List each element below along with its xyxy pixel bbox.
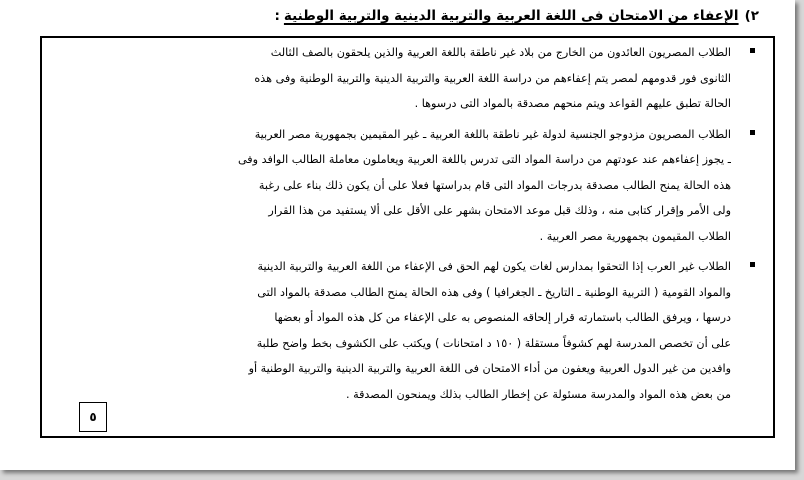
- text-line: الطلاب المصريون مزدوجو الجنسية لدولة غير ناطقة باللغة العربية ـ غير المقيمين بجمهورية مصر العربية: [254, 127, 731, 141]
- bullet-icon: [750, 262, 755, 267]
- list-item: [59, 254, 731, 407]
- text-line: الطلاب المقيمون بجمهورية مصر العربية .: [539, 229, 731, 243]
- text-line: هذه الحالة يمنح الطالب مصدقة بدرجات المواد التى قام بدراستها فعلا على أن يكون ذلك بناء على رغبة: [258, 178, 731, 192]
- text-line: درسها ، ويرفق الطالب باستمارته قرار إلحاقه المنصوص به على الإعفاء من كل هذه المواد أو بعضها: [274, 311, 731, 324]
- text-line: ولى الأمر وإقرار كتابى منه ، وذلك قبل موعد الامتحان بشهر على الأقل على ألا يستفيد من هذا القرار: [268, 204, 731, 217]
- text-line: الطلاب غير العرب إذا التحقوا بمدارس لغات يكون لهم الحق فى الإعفاء من اللغة العربية والتربية الدينية: [257, 260, 731, 273]
- section-title: الإعفاء من الامتحان فى اللغة العربية والتربية الدينية والتربية الوطنية: [283, 8, 739, 24]
- text-line: والمواد القومية ( التربية الوطنية ـ التاريخ ـ الجغرافيا ) وفى هذه الحالة يمنح الطالب مصدقة بالمواد التى: [257, 285, 731, 299]
- text-line: الثانوى فور قدومهم لمصر يتم إعفاءهم من دراسة اللغة العربية والتربية الدينية والتربية الوطنية وفى هذه: [254, 71, 731, 85]
- section-heading: [275, 8, 759, 24]
- bullet-icon: [750, 130, 755, 135]
- section-colon: :: [274, 8, 280, 24]
- text-line: ـ يجوز إعفاءهم عند عودتهم من دراسة المواد التى تدرس باللغة العربية ويعاملون معاملة الطالب الوافد وفى: [237, 153, 731, 166]
- page-number: ٥: [89, 410, 97, 424]
- page-number-box: [79, 402, 107, 432]
- text-line: من بعض هذه المواد والمدرسة مسئولة عن إخطار الطالب بذلك ويمنحون المصدقة .: [345, 387, 731, 401]
- list-item: [59, 122, 731, 250]
- text-line: الحالة تطبق عليهم القواعد ويتم منحهم مصدقة بالمواد التى درسوها .: [414, 97, 731, 110]
- bullet-icon: [750, 48, 755, 53]
- bullet-list: [59, 40, 731, 412]
- text-line: على أن تخصص المدرسة لهم كشوفاً مستقلة ( ١٥٠ د امتحانات ) ويكتب على الكشوف بخط واضح طلبة: [256, 336, 731, 350]
- text-line: الطلاب المصريون العائدون من الخارج من بلاد غير ناطقة باللغة العربية والذين يلحقون بالصف الثالث: [270, 46, 731, 59]
- text-line: وافدين من غير الدول العربية ويعفون من أداء الامتحان فى اللغة العربية والتربية الدينية والتربية الوطنية أو: [248, 362, 731, 375]
- list-item: [59, 40, 731, 117]
- section-number: ٢): [744, 8, 759, 24]
